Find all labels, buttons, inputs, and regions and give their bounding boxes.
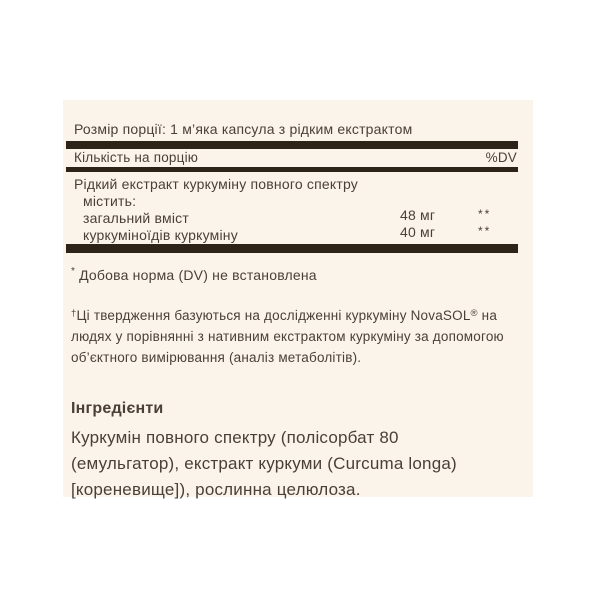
divider-thick-top [66,141,518,149]
fact-dv: ** [478,207,492,221]
fact-amount: 40 мг [400,224,436,240]
footnote-asterisk: * [71,266,76,277]
ingredients-line-1: Куркумін повного спектру (полісорбат 80 [71,428,399,447]
study-note-line-3: об’єктного вимірювання (аналіз метаболітів). [71,350,362,365]
supplement-facts-panel [63,100,533,497]
fact-amount: 48 мг [400,207,436,223]
ingredients-line-2: (емульгатор), екстракт куркуми (Curcuma longa) [71,454,457,473]
study-note-line-1 [71,303,518,326]
fact-row-total-content [74,207,518,227]
ingredients-text [71,425,518,503]
fact-row-curcuminoids [74,224,518,244]
study-note-line-1-tail: на [477,308,498,323]
fact-rows [66,172,518,244]
study-note-line-1-text: Ці твердження базуються на дослідженні куркуміну NovaSOL [76,308,471,323]
facts-header-row [66,149,518,167]
fact-name: Рідкий екстракт куркуміну повного спектру [74,176,358,192]
dagger-symbol: † [71,308,77,319]
fact-name: містить: [83,193,137,209]
fact-row-extract [74,176,518,193]
study-note-line-2: людях у порівнянні з нативним екстрактом куркуміну за допомогою [71,329,504,344]
fact-name: куркуміноїдів куркуміну [83,227,238,243]
percent-dv-label: %DV [485,150,517,165]
amount-per-serving-label: Кількість на порцію [74,150,199,165]
fact-dv: ** [478,224,492,238]
ingredients-heading: Інгредієнти [71,400,164,417]
footnote-text: Добова норма (DV) не встановлена [79,267,317,283]
fact-name: загальний вміст [83,210,189,226]
dv-footnote [71,264,518,283]
registered-trademark-symbol: ® [470,308,478,319]
ingredients-line-3: [кореневище]), рослинна целюлоза. [71,480,361,499]
divider-thick-bottom [66,244,518,253]
study-note [71,303,518,368]
serving-size-text: Розмір порції: 1 м’яка капсула з рідким екстрактом [74,121,413,137]
fact-row-contains [74,193,518,210]
